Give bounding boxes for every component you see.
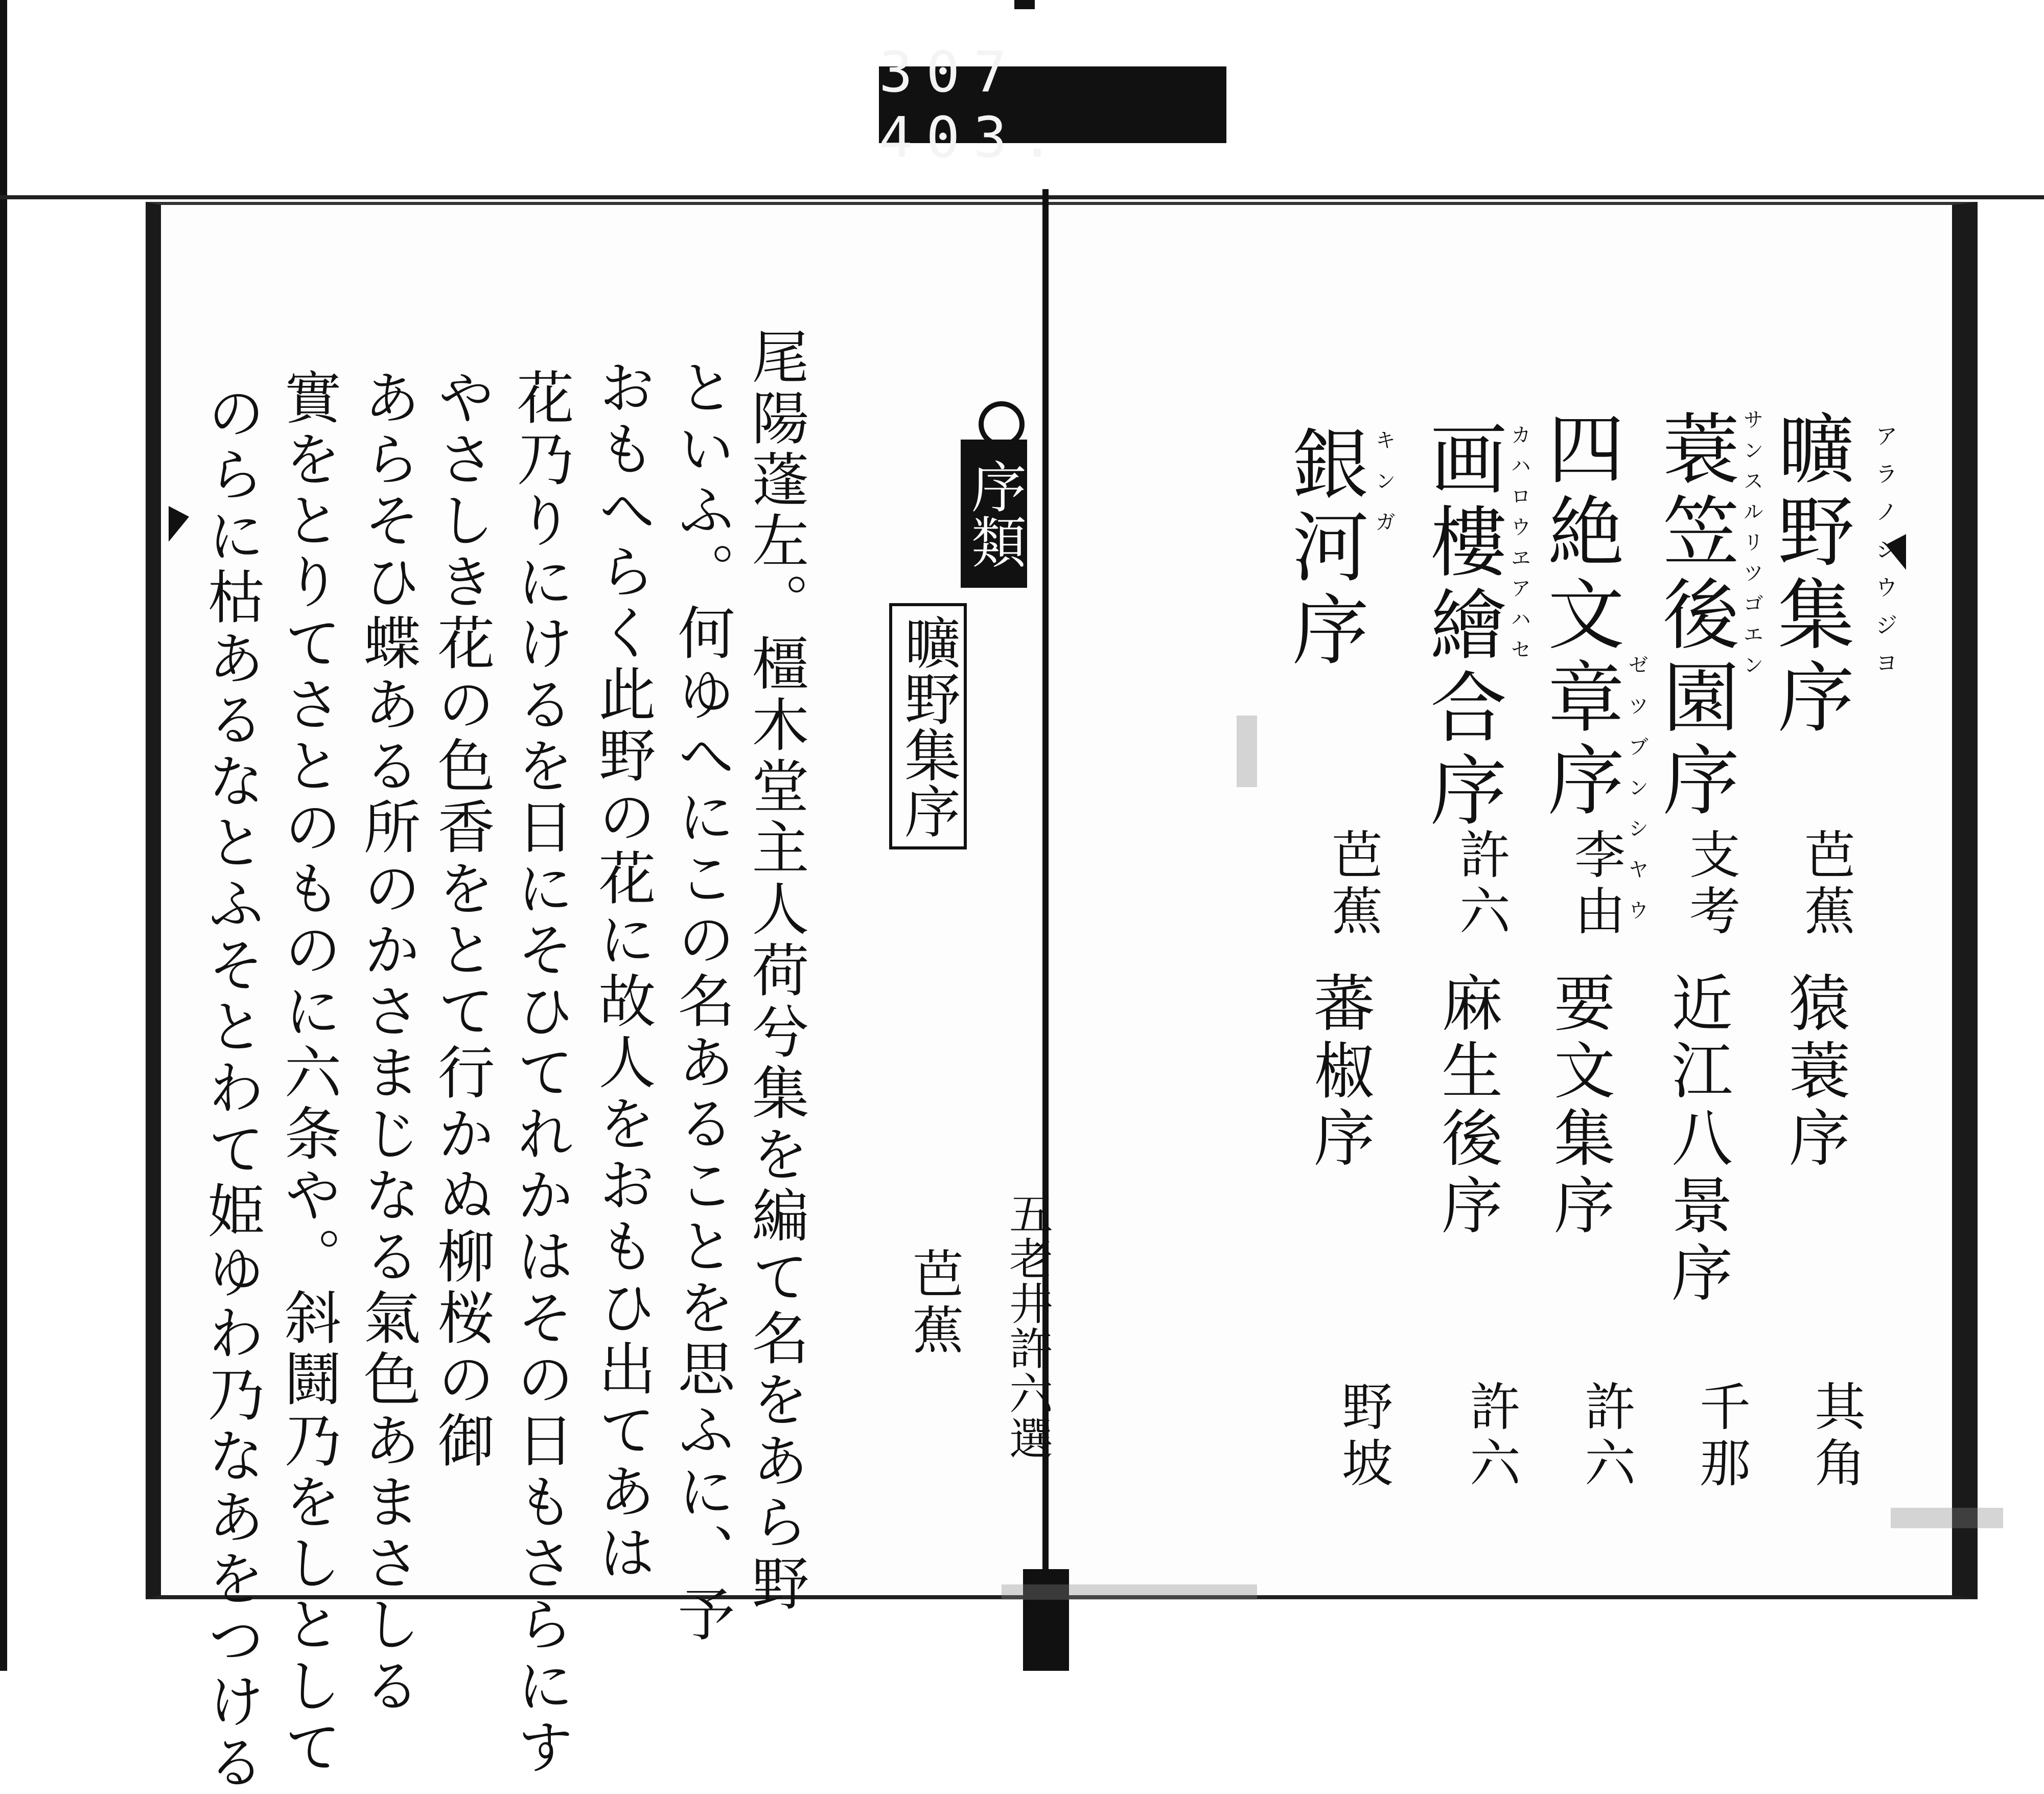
body-column-7: 實をとりてさとのものに六条や。斜鬪乃をしとして [275, 368, 341, 1779]
entry-5-author: 芭蕉 [1323, 828, 1383, 940]
entry-2-author: 支考 [1681, 828, 1740, 940]
entry-3-editor: 許六 [1576, 1380, 1636, 1492]
right-title-3: 四絶文章序 [1535, 409, 1623, 823]
body-column-3: おもへらく此野の花に故人をおもひ出てあは [589, 358, 656, 1584]
body-column-6: あらそひ蝶ある所のかさまじなる氣色あまさしる [354, 368, 421, 1717]
entry-4-title: 麻生後序 [1431, 971, 1502, 1241]
editor-note: 五老井許六選 [1002, 1191, 1053, 1461]
right-title-2: 蓑笠後園序 [1650, 409, 1738, 823]
furigana-5: キンガ [1372, 429, 1396, 552]
scan-top-clip [1014, 0, 1035, 9]
right-title-1: 曠野集序 [1764, 409, 1853, 740]
boxed-preface-title: 曠野集序 [889, 603, 967, 849]
scan-speck [1002, 1584, 1257, 1600]
entry-1-editor: 其角 [1806, 1380, 1866, 1492]
body-column-1: 尾陽蓬左。橿木堂主人荷兮集を編て名をあら野 [742, 327, 809, 1615]
entry-3-author: 李由 [1566, 828, 1625, 940]
body-column-8: のらに枯あるなとふそとわて姫ゆわ乃なあをつける [198, 383, 265, 1794]
right-title-5: 銀河序 [1279, 424, 1368, 673]
preface-author: 芭蕉 [904, 1247, 964, 1360]
furigana-2: サンスルリツゴエン [1740, 409, 1763, 685]
entry-3-title: 要文集序 [1544, 971, 1615, 1241]
scan-speck [1237, 716, 1257, 787]
scan-edge-left [0, 0, 7, 1671]
entry-4-editor: 許六 [1461, 1380, 1521, 1492]
body-column-4: 花乃りにけるを日にそひてれかはその日もさらにす [507, 368, 574, 1779]
entry-2-title: 近江八景序 [1661, 971, 1732, 1308]
entry-1-title: 猿蓑序 [1779, 971, 1850, 1174]
right-title-4: 画樓繪合序 [1417, 419, 1506, 833]
entry-4-author: 許六 [1451, 828, 1511, 940]
scan-top-rule [0, 195, 2044, 199]
furigana-3: ゼツブンシヤウ [1625, 654, 1648, 940]
section-label: 序類 [961, 440, 1027, 588]
body-column-5: やさしき花の色香をとて行かぬ柳桜の御 [428, 368, 495, 1472]
furigana-1: アラノシウジヨ [1871, 424, 1897, 689]
scan-speck [1891, 1508, 2003, 1528]
furigana-4: カハロウヱアハセ [1507, 424, 1531, 670]
entry-2-editor: 千那 [1691, 1380, 1751, 1492]
entry-1-author: 芭蕉 [1796, 828, 1855, 940]
entry-5-editor: 野坡 [1333, 1380, 1393, 1492]
entry-5-title: 蕃椒序 [1304, 971, 1375, 1174]
frame-number-label: 307 403. [879, 66, 1226, 143]
body-column-2: といふ。何ゆへにこの名あることを思ふに、予 [668, 358, 735, 1646]
